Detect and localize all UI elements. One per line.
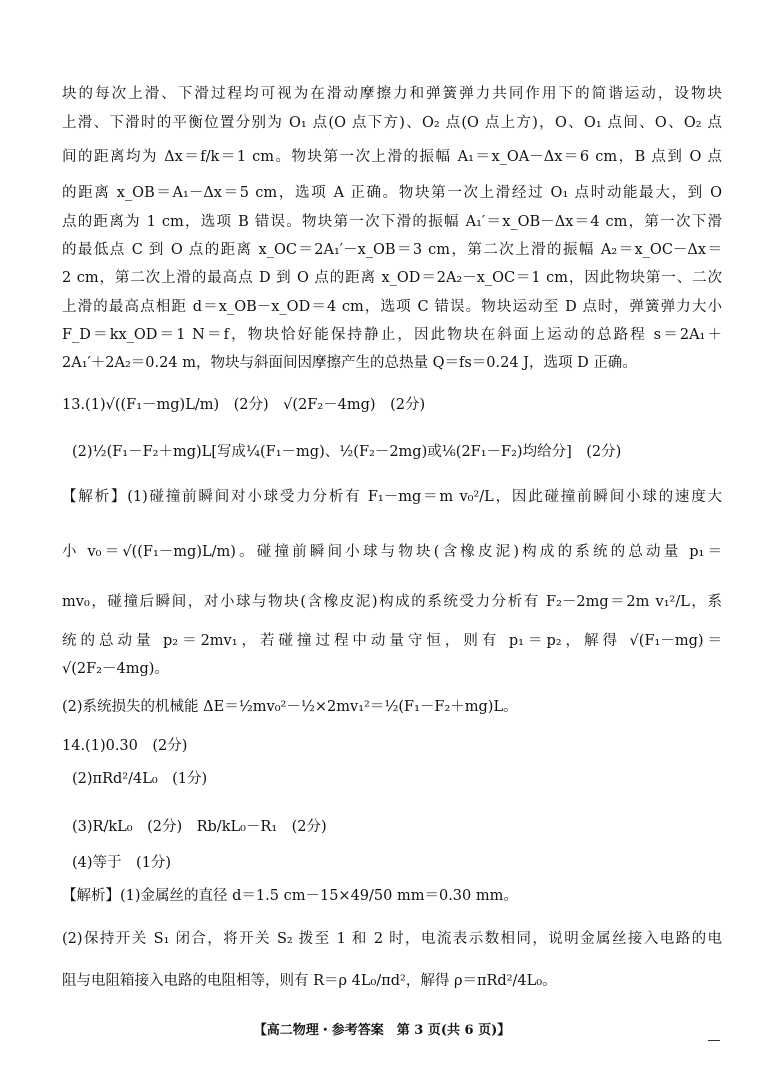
q13-analysis-3: mv₀，碰撞后瞬间，对小球与物块(含橡皮泥)构成的系统受力分析有 F₂－2mg＝2m v₁²/L，系 <box>62 594 722 610</box>
text-line-6: 的最低点 C 到 O 点的距离 x_OC＝2A₁′－x_OB＝3 cm，第二次上滑的振幅 A₂＝x_OC－Δx＝ <box>62 242 722 258</box>
corner-mark <box>708 1040 720 1041</box>
q14-answer-1: 14.(1)0.30 (2分) <box>62 738 188 754</box>
text-line-1: 块的每次上滑、下滑过程均可视为在滑动摩擦力和弹簧弹力共同作用下的简谐运动，设物块 <box>62 86 722 102</box>
q14-answer-4: (4)等于 (1分) <box>72 855 172 871</box>
q14-analysis-1: 【解析】(1)金属丝的直径 d＝1.5 cm－15×49/50 mm＝0.30 mm。 <box>62 888 518 904</box>
q13-analysis-6: (2)系统损失的机械能 ΔE＝½mv₀²－½×2mv₁²＝½(F₁－F₂＋mg)L。 <box>62 699 518 715</box>
text-line-10: 2A₁′＋2A₂＝0.24 m，物块与斜面间因摩擦产生的总热量 Q＝fs＝0.24 J，选项 D 正确。 <box>62 355 637 371</box>
text-line-9: F_D＝kx_OD＝1 N＝f，物块恰好能保持静止，因此物块在斜面上运动的总路程 s＝2A₁＋ <box>62 327 722 343</box>
text-line-4: 的距离 x_OB＝A₁－Δx＝5 cm，选项 A 正确。物块第一次上滑经过 O₁ 点时动能最大，到 O <box>62 185 722 201</box>
q14-analysis-3: 阻与电阻箱接入电路的电阻相等，则有 R＝ρ 4L₀/πd²，解得 ρ＝πRd²/4L₀。 <box>62 973 557 989</box>
page-footer: 【高二物理・参考答案 第 3 页(共 6 页)】 <box>253 1023 511 1038</box>
q14-analysis-2: (2)保持开关 S₁ 闭合，将开关 S₂ 拨至 1 和 2 时，电流表示数相同，说明金属丝接入电路的电 <box>62 931 722 947</box>
text-line-3: 间的距离均为 Δx＝f/k＝1 cm。物块第一次上滑的振幅 A₁＝x_OA－Δx＝6 cm，B 点到 O 点 <box>62 149 722 165</box>
q13-answer-2: (2)½(F₁－F₂＋mg)L[写成¼(F₁－mg)、½(F₂－2mg)或⅙(2F₁－F₂)均给分] (2分) <box>72 444 622 460</box>
q13-analysis-4: 统的总动量 p₂＝2mv₁，若碰撞过程中动量守恒，则有 p₁＝p₂，解得 √(F₁－mg)＝ <box>62 633 722 649</box>
text-line-7: 2 cm，第二次上滑的最高点 D 到 O 点的距离 x_OD＝2A₂－x_OC＝1 cm，因此物块第一、二次 <box>62 270 722 286</box>
q13-analysis-5: √(2F₂－4mg)。 <box>62 661 169 677</box>
q14-answer-2: (2)πRd²/4L₀ (1分) <box>72 771 208 787</box>
q13-analysis-2: 小 v₀＝√((F₁－mg)L/m)。碰撞前瞬间小球与物块(含橡皮泥)构成的系统的总动量 p₁＝ <box>62 544 722 560</box>
q13-analysis-1: 【解析】(1)碰撞前瞬间对小球受力分析有 F₁－mg＝m v₀²/L，因此碰撞前瞬间小球的速度大 <box>62 489 722 505</box>
q14-answer-3: (3)R/kL₀ (2分) Rb/kL₀－R₁ (2分) <box>72 819 327 835</box>
text-line-8: 上滑的最高点相距 d＝x_OB－x_OD＝4 cm，选项 C 错误。物块运动至 D 点时，弹簧弹力大小 <box>62 299 722 315</box>
text-line-5: 点的距离为 1 cm，选项 B 错误。物块第一次下滑的振幅 A₁′＝x_OB－Δx＝4 cm，第一次下滑 <box>62 214 722 230</box>
q13-answer-1: 13.(1)√((F₁－mg)L/m) (2分) √(2F₂－4mg) (2分) <box>62 397 426 413</box>
text-line-2: 上滑、下滑时的平衡位置分别为 O₁ 点(O 点下方)、O₂ 点(O 点上方)，O、O₁ 点间、O、O₂ 点 <box>62 115 722 131</box>
